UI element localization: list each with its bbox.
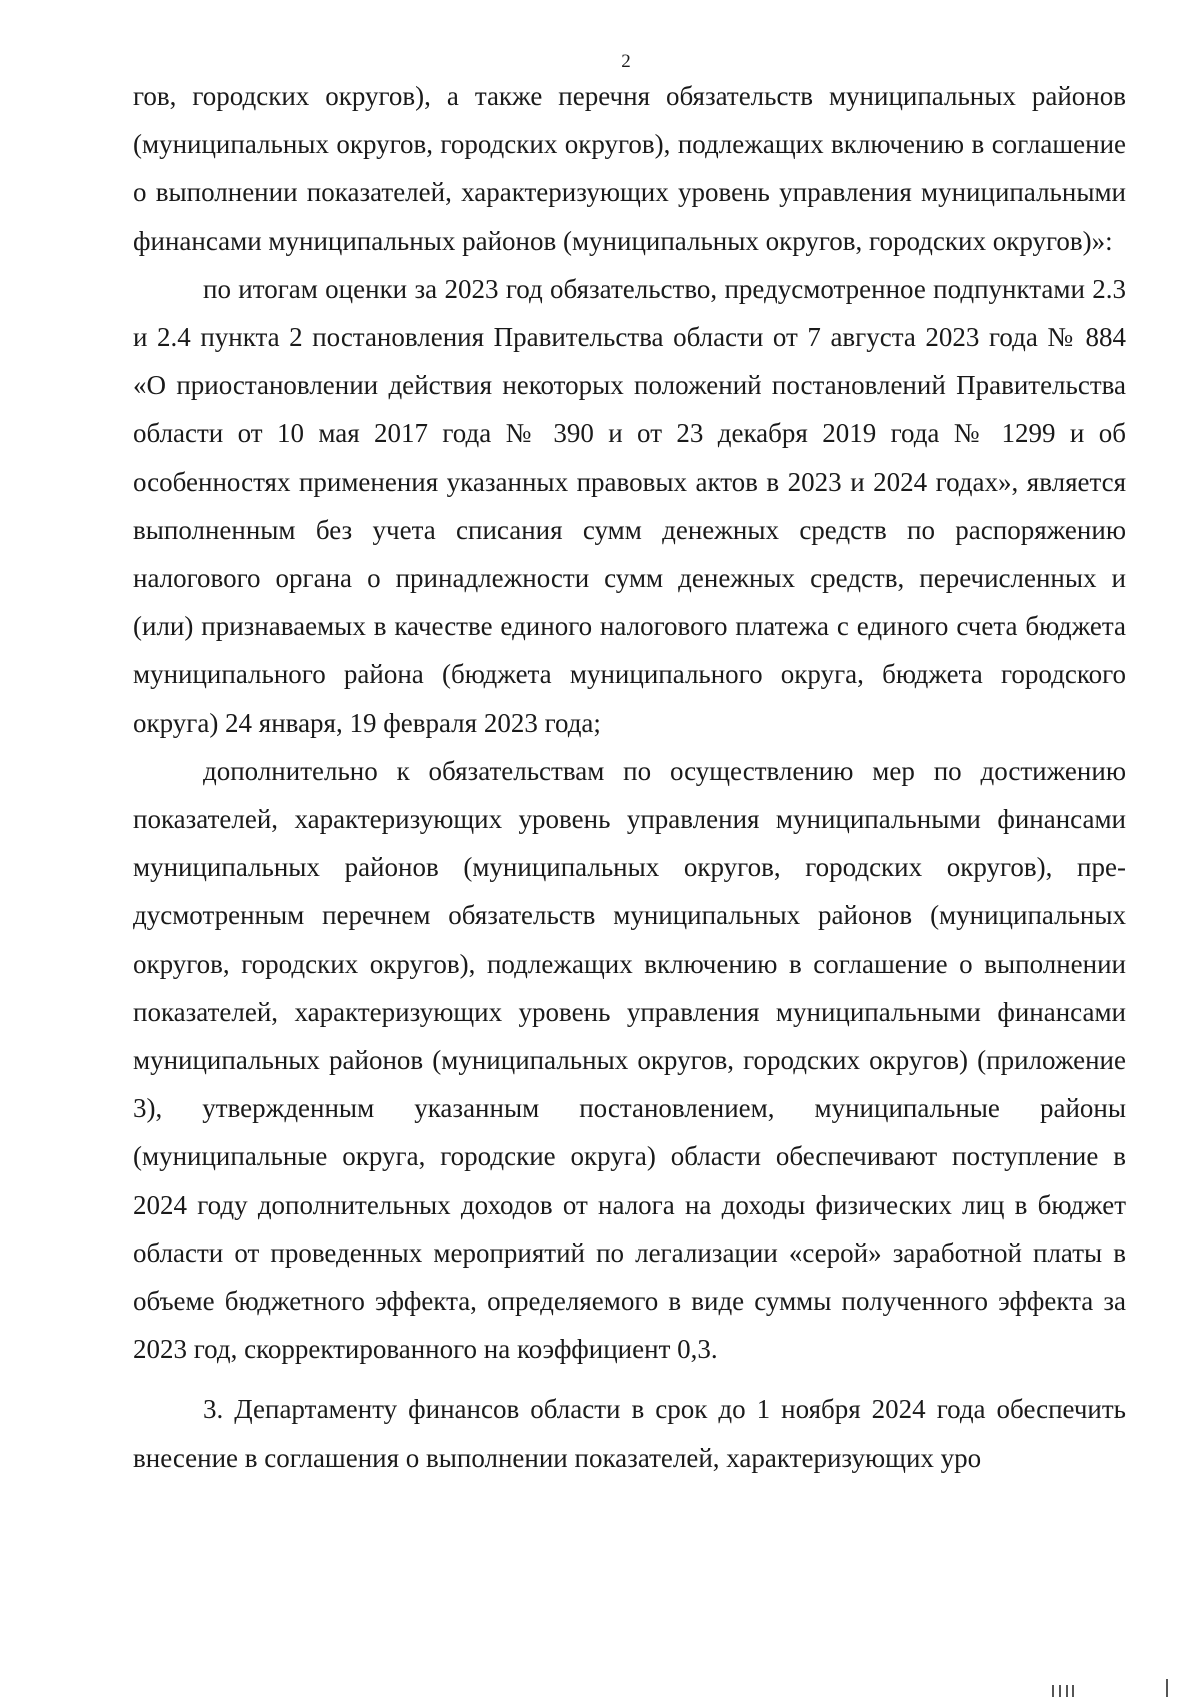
- paragraph-additional-obligations: дополнительно к обязательствам по осуществлению мер по достижению показателей, характеризующих уровень управления муниципальными финансами муниципальных районов (муниципальных округов, городских округов), предусмотренным перечнем обязательств муниципальных районов (муниципальных округов, городских округов), подлежащих включению в соглашение о выполнении показателей, характеризующих уровень управления муниципальными финансами муниципальных районов (муниципальных округов, городских округов) (приложение 3), утвержденным указанным постановлением, муниципальные районы (муниципальные округа, городские округа) области обеспечивают поступление в 2024 году дополнительных доходов от налога на доходы физических лиц в бюджет области от проведенных мероприятий по легализации «серой» заработной платы в объеме бюджетного эффекта, определяемого в виде суммы полученного эффекта за 2023 год, скорректированного на коэффициент 0,3.: [133, 755, 1126, 1365]
- paragraph-continuation: гов, городских округов), а также перечня обязательств муниципальных районов (муниципальных округов, городских округов), подлежащих включению в соглашение о выполнении показателей, характеризующих уровень управления муниципальными финансами муниципальных районов (муниципальных округов, городских округов)»:: [133, 81, 1126, 256]
- document-body: [133, 72, 1126, 1482]
- scan-edge-marks: [1052, 1668, 1172, 1697]
- page-number: 2: [621, 51, 631, 72]
- paragraph-assessment-2023: по итогам оценки за 2023 год обязательство, предусмотренное подпунктами 2.3 и 2.4 пункта 2 постановления Правительства области от 7 августа 2023 года № 884 «О приостановлении действия некоторых положений постановлений Правительства области от 10 мая 2017 года № 390 и от 23 декабря 2019 года № 1299 и об особенностях применения указанных правовых актов в 2023 и 2024 годах», является выполненным без учета списания сумм денежных средств по распоряжению налогового органа о принадлежности сумм денежных средств, перечисленных и (или) признаваемых в качестве единого налогового платежа с единого счета бюджета муниципального района (бюджета муниципального округа, бюджета городского округа) 24 января, 19 февраля 2023 года;: [133, 273, 1126, 738]
- paragraph-item-3: 3. Департаменту финансов области в срок до 1 ноября 2024 года обеспечить внесение в соглашения о выполнении показателей, характеризующих уро: [133, 1394, 1126, 1473]
